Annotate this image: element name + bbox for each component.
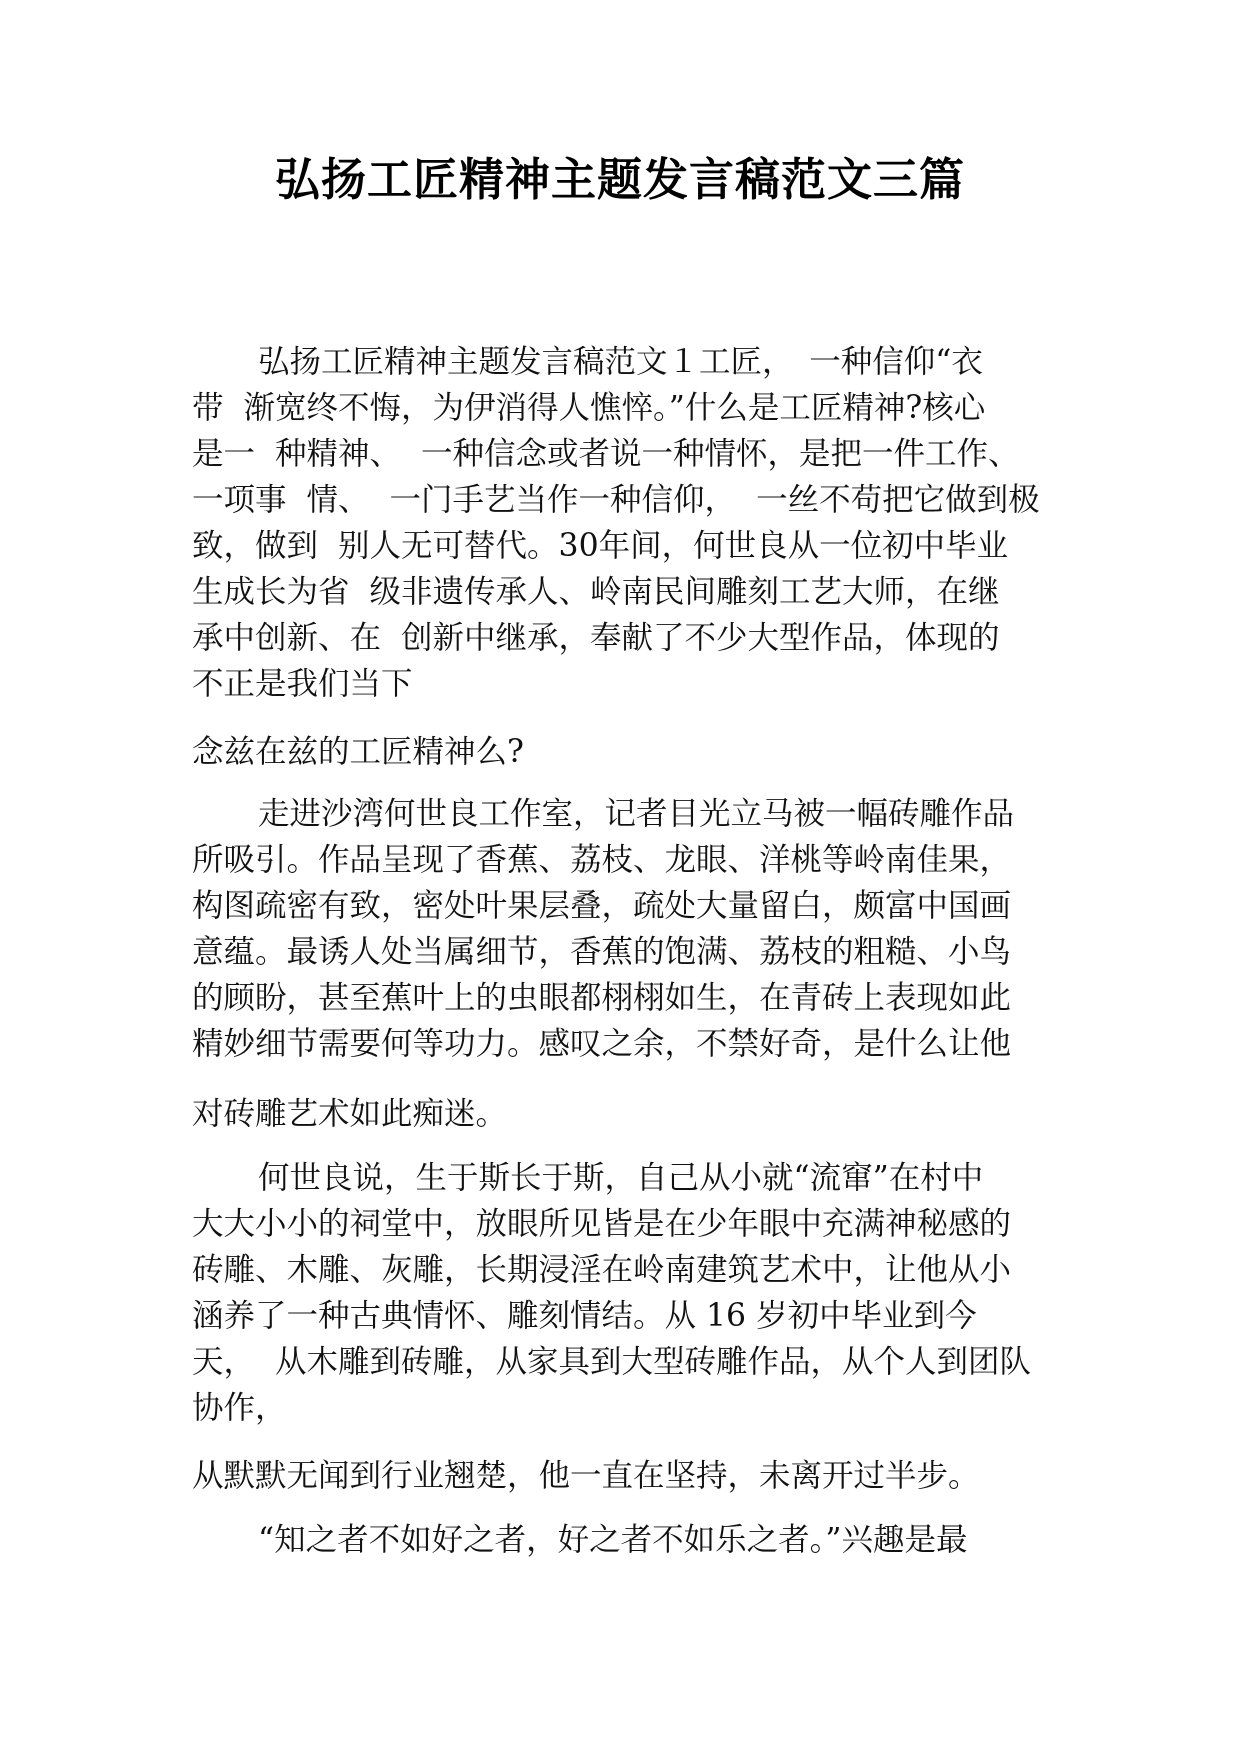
paragraph-line: 所吸引。作品呈现了香蕉、荔枝、龙眼、洋桃等岭南佳果， bbox=[192, 842, 1012, 878]
paragraph-line: 大大小小的祠堂中，放眼所见皆是在少年眼中充满神秘感的 bbox=[192, 1206, 1012, 1242]
paragraph-line: 意蕴。最诱人处当属细节，香蕉的饱满、荔枝的粗糙、小鸟 bbox=[192, 934, 1012, 970]
paragraph-line: 构图疏密有致，密处叶果层叠，疏处大量留白，颇富中国画 bbox=[192, 888, 1012, 924]
paragraph-line: 对砖雕艺术如此痴迷。 bbox=[192, 1096, 508, 1132]
paragraph-line: 何世良说，生于斯长于斯，自己从小就“流窜”在村中 bbox=[258, 1160, 984, 1196]
paragraph-line: 从默默无闻到行业翘楚，他一直在坚持，未离开过半步。 bbox=[192, 1458, 980, 1494]
paragraph-line: 走进沙湾何世良工作室，记者目光立马被一幅砖雕作品 bbox=[258, 796, 1015, 832]
paragraph-line: 带 渐宽终不悔，为伊消得人憔悴。”什么是工匠精神?核心 bbox=[192, 390, 986, 426]
paragraph-line: 涵养了一种古典情怀、雕刻情结。从 16 岁初中毕业到今 bbox=[192, 1298, 977, 1334]
paragraph-line: 协作， bbox=[192, 1390, 287, 1426]
paragraph-line: 精妙细节需要何等功力。感叹之余，不禁好奇，是什么让他 bbox=[192, 1026, 1012, 1062]
paragraph-line: 弘扬工匠精神主题发言稿范文１工匠， 一种信仰“衣 bbox=[258, 344, 983, 380]
document-title: 弘扬工匠精神主题发言稿范文三篇 bbox=[274, 153, 965, 206]
paragraph-line: 是一 种精神、 一种信念或者说一种情怀，是把一件工作、 bbox=[192, 436, 1020, 472]
paragraph-line: 念兹在兹的工匠精神么? bbox=[192, 734, 524, 770]
paragraph-line: 生成长为省 级非遗传承人、岭南民间雕刻工艺大师，在继 bbox=[192, 574, 1000, 610]
paragraph-line: 的顾盼，甚至蕉叶上的虫眼都栩栩如生，在青砖上表现如此 bbox=[192, 980, 1012, 1016]
paragraph-line: 天， 从木雕到砖雕，从家具到大型砖雕作品，从个人到团队 bbox=[192, 1344, 1032, 1380]
paragraph-line: 不正是我们当下 bbox=[192, 666, 413, 702]
paragraph-line: 砖雕、木雕、灰雕，长期浸淫在岭南建筑艺术中，让他从小 bbox=[192, 1252, 1012, 1288]
paragraph-line: 承中创新、在 创新中继承，奉献了不少大型作品，体现的 bbox=[192, 620, 1000, 656]
paragraph-line: “知之者不如好之者，好之者不如乐之者。”兴趣是最 bbox=[258, 1522, 968, 1558]
paragraph-line: 一项事 情、 一门手艺当作一种信仰， 一丝不苟把它做到极 bbox=[192, 482, 1040, 518]
paragraph-line: 致，做到 别人无可替代。30年间，何世良从一位初中毕业 bbox=[192, 528, 1009, 564]
